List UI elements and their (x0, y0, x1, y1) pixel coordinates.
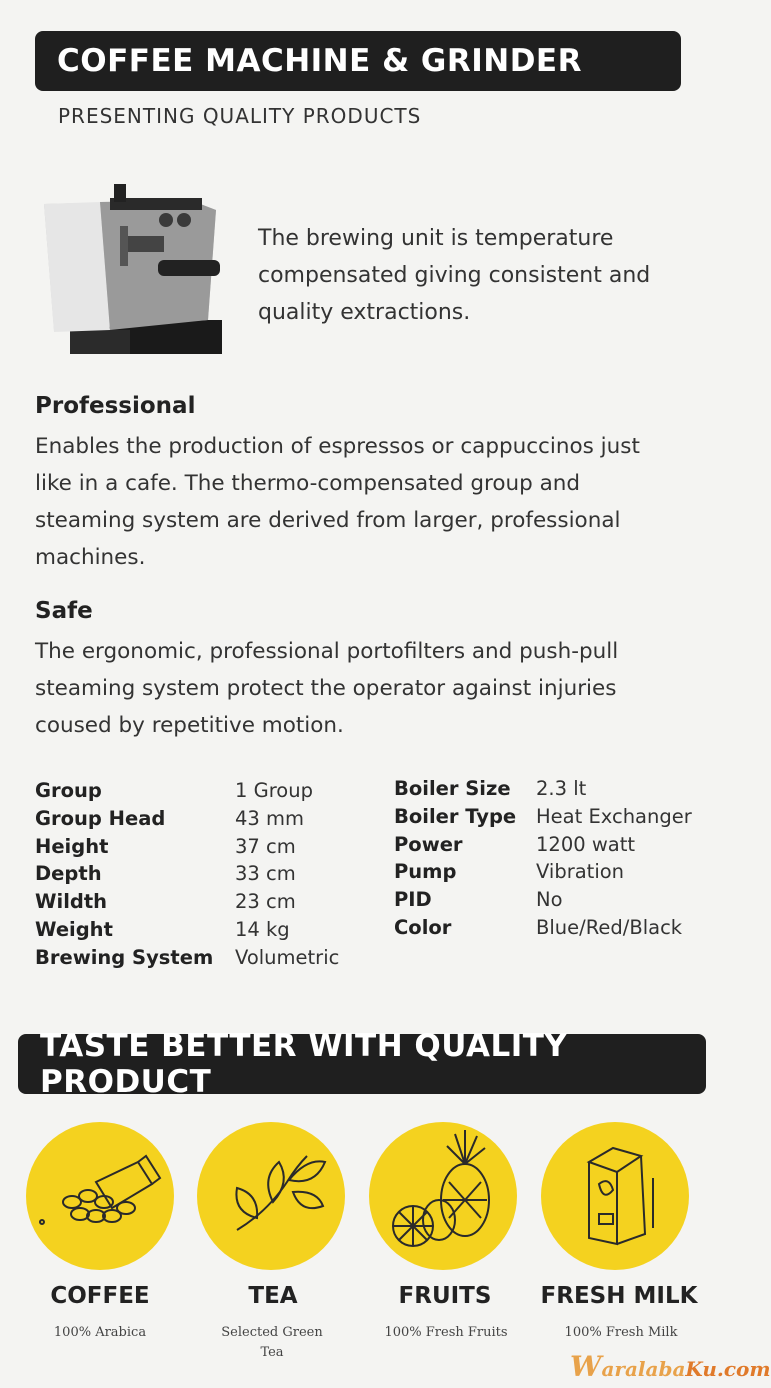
title-banner (35, 31, 681, 91)
professional-heading: Professional (35, 393, 196, 419)
spec-value: Blue/Red/Black (536, 915, 683, 939)
logo-part-a: aralaba (601, 1357, 686, 1381)
spec-value: 2.3 lt (536, 777, 587, 800)
spec-key: Brewing System (35, 945, 214, 969)
logo-part-b: Ku.com (685, 1357, 771, 1381)
spec-value: Volumetric (235, 945, 340, 969)
spec-value: 1 Group (235, 779, 313, 802)
taste-banner-text: TASTE BETTER WITH QUALITY PRODUCT (40, 1028, 568, 1100)
spec-row (35, 888, 339, 916)
page-subtitle: PRESENTING QUALITY PRODUCTS (58, 104, 422, 128)
spec-key: Wildth (35, 890, 108, 914)
tea-circle (197, 1122, 345, 1270)
spec-row (35, 916, 339, 944)
milk-carton-icon (541, 1122, 689, 1270)
spec-key: Height (35, 834, 109, 858)
spec-value: 37 cm (235, 834, 296, 858)
fruits-circle (369, 1122, 517, 1270)
spec-value: 1200 watt (536, 832, 636, 856)
coffee-circle (26, 1122, 174, 1270)
coffee-subtitle: 100% Arabica (53, 1325, 147, 1340)
spec-row (35, 805, 339, 833)
spec-value: Heat Exchanger (536, 804, 692, 828)
fresh-milk-title: FRESH MILK (540, 1283, 698, 1309)
spec-key: Group (35, 779, 102, 802)
milk-circle (541, 1122, 689, 1270)
spec-row (394, 914, 692, 942)
spec-table-right (394, 775, 692, 942)
coffee-title: COFFEE (50, 1283, 150, 1309)
spec-key: Color (394, 915, 452, 939)
espresso-machine-image (40, 180, 226, 358)
spec-value: No (536, 888, 563, 912)
spec-row (394, 803, 692, 831)
spec-key: Pump (394, 860, 457, 884)
fresh-milk-subtitle: 100% Fresh Milk (564, 1325, 678, 1340)
safe-text: The ergonomic, professional portofilters and push-pull steaming system protect the operator against injuries coused by repetitive motion. (35, 639, 619, 738)
spec-value: 23 cm (235, 890, 296, 914)
spec-row (394, 775, 692, 803)
fruits-subtitle: 100% Fresh Fruits (384, 1325, 508, 1340)
spec-key: Boiler Size (394, 777, 511, 800)
taste-banner (18, 1028, 706, 1100)
spec-key: PID (394, 888, 432, 912)
intro-text: The brewing unit is temperature compensated giving consistent and quality extractions. (258, 226, 651, 325)
spec-value: 43 mm (235, 806, 305, 830)
spec-key: Group Head (35, 806, 166, 830)
spec-key: Weight (35, 917, 113, 941)
spec-row (35, 944, 339, 972)
spec-row (394, 831, 692, 859)
professional-text: Enables the production of espressos or cappuccinos just like in a cafe. The thermo-compensated group and steaming system are derived from larger, professional machines. (35, 434, 640, 570)
page-title: COFFEE MACHINE & GRINDER (57, 43, 582, 79)
spec-value: 33 cm (235, 862, 296, 886)
coffee-beans-icon (26, 1122, 174, 1270)
tea-subtitle: Selected Green Tea (221, 1325, 323, 1360)
spec-key: Depth (35, 862, 102, 886)
logo-initial: W (570, 1350, 602, 1383)
safe-heading: Safe (35, 598, 93, 624)
spec-table-left (35, 777, 339, 972)
spec-row (35, 777, 339, 805)
spec-row (35, 833, 339, 861)
spec-row (35, 860, 339, 888)
tea-title: TEA (248, 1283, 298, 1309)
fruits-icon (369, 1122, 517, 1270)
tea-leaves-icon (197, 1122, 345, 1270)
watermark-logo (570, 1350, 771, 1383)
spec-row (394, 858, 692, 886)
spec-key: Boiler Type (394, 804, 517, 828)
spec-key: Power (394, 832, 463, 856)
spec-value: Vibration (536, 860, 625, 884)
fruits-title: FRUITS (398, 1283, 492, 1309)
spec-row (394, 886, 692, 914)
spec-value: 14 kg (235, 917, 290, 941)
